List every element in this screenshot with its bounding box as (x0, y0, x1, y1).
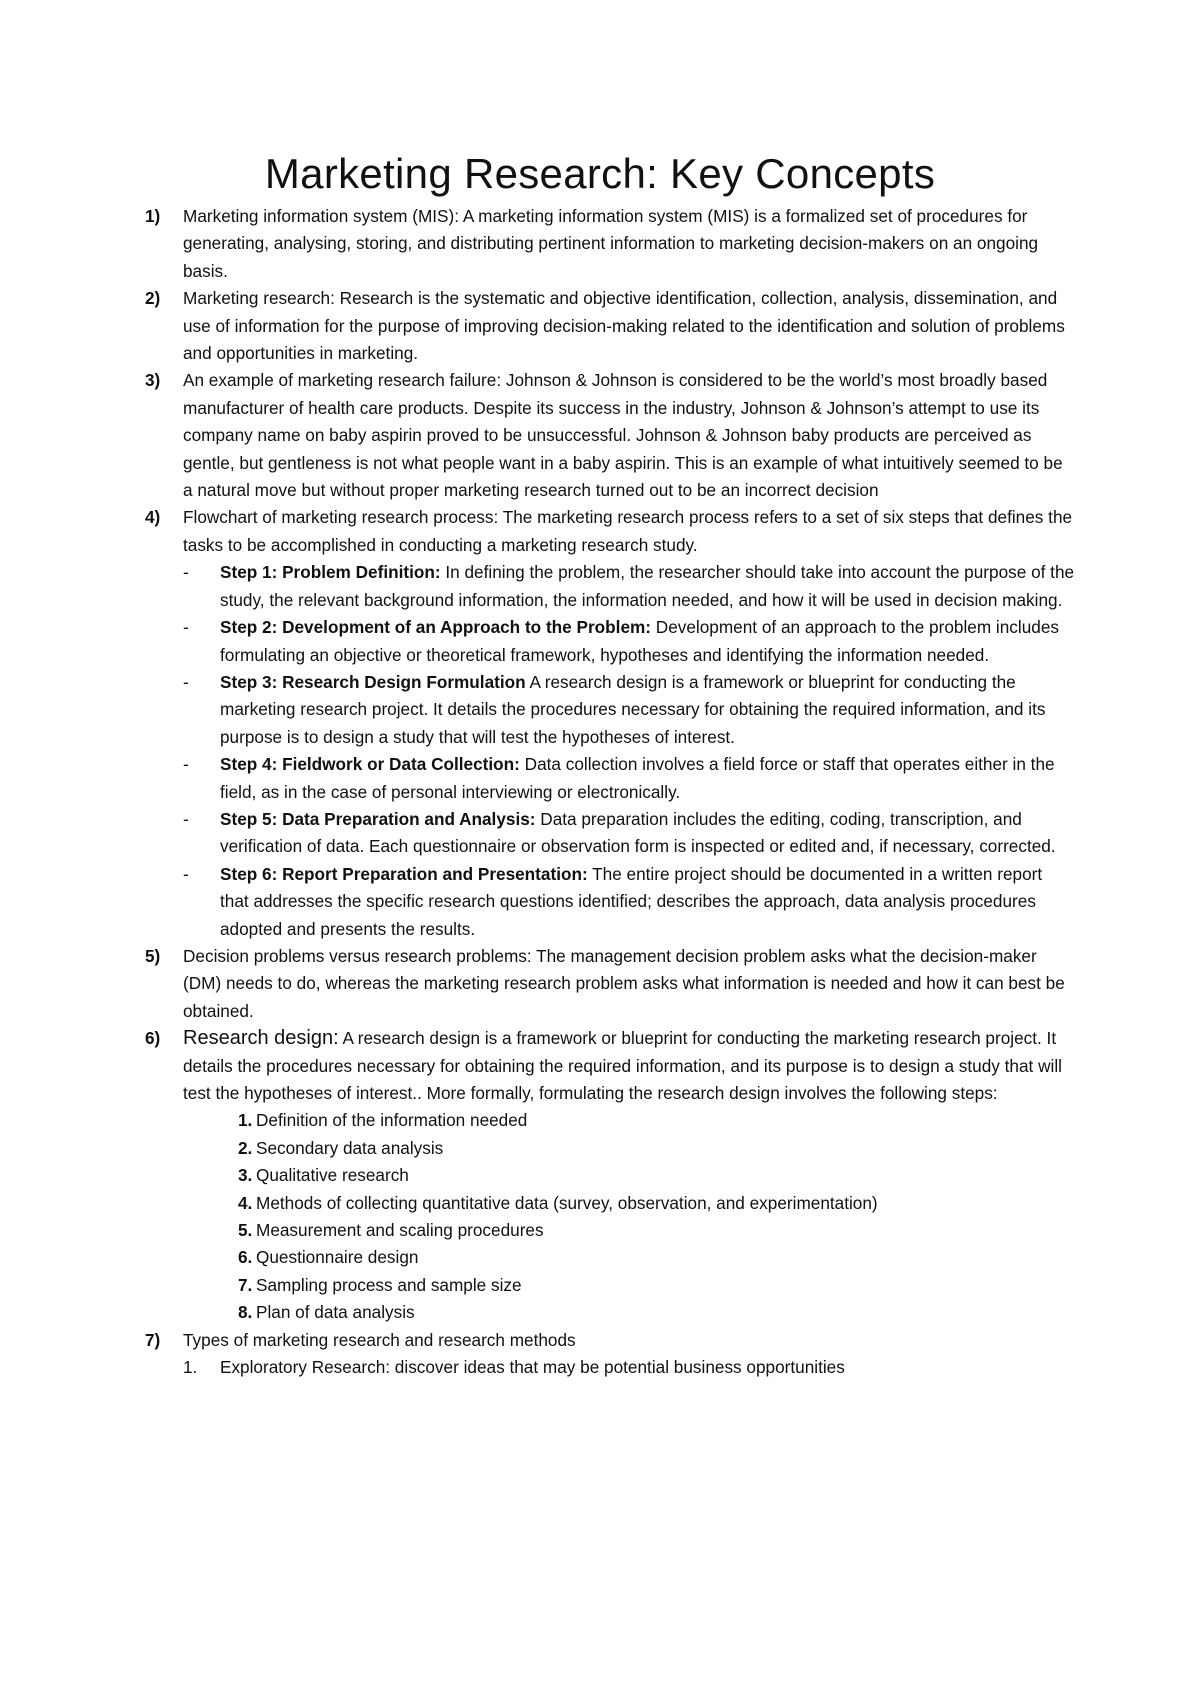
step-text: Development of an approach to the problem includes formulating an objective or theoretical framework, hypotheses and identifying the information needed. (220, 617, 1059, 665)
step-label: Step 5: Data Preparation and Analysis: (220, 808, 536, 829)
sub-item-number: 1. (238, 1110, 253, 1131)
step-item-3 (145, 669, 1075, 751)
step-text: Data collection involves a field force or staff that operates either in the field, as in the case of personal interviewing or electronically. (220, 754, 1055, 802)
sub-item-number: 7. (238, 1274, 253, 1295)
sub-item-text: Measurement and scaling procedures (256, 1220, 544, 1241)
step-item-2 (145, 614, 1075, 669)
list-item-2 (145, 285, 1075, 367)
sub-item-text: Methods of collecting quantitative data (survey, observation, and experimentation) (256, 1192, 878, 1213)
item-number: 3) (145, 370, 161, 391)
sub-item-number: 6. (238, 1247, 253, 1268)
item-number: 7) (145, 1329, 161, 1350)
step-text: Data preparation includes the editing, coding, transcription, and verification of data. Each questionnaire or observation form is inspected or edited and, if necessary, corrected. (220, 808, 1056, 857)
document-body (145, 203, 1075, 1381)
item-number: 1) (145, 206, 161, 226)
step-text: A research design is a framework or blueprint for conducting the marketing research project. It details the procedures necessary for obtaining the required information, and its purpose is to design a study that will test the hypotheses of interest. (220, 671, 1046, 747)
item-text: A research design is a framework or blueprint for conducting the marketing research project. It details the procedures necessary for obtaining the required information, and its purpose is to design a study that will test the hypotheses of interest.. More formally, formulating the research design involves the following steps: (183, 1028, 1062, 1103)
sub-item-text: Exploratory Research: discover ideas that may be potential business opportunities (220, 1357, 845, 1378)
item-text: An example of marketing research failure: Johnson & Johnson is considered to be the world’s most broadly based manufacturer of health care products. Despite its success in the industry, Johnson & Johnson’s attempt to use its company name on baby aspirin proved to be unsuccessful. Johnson & Johnson baby products are perceived as gentle, but gentleness is not what people want in a baby aspirin. This is an example of what intuitively seemed to be a natural move but without proper marketing research turned out to be an incorrect decision (183, 370, 1063, 501)
sub-item-number: 8. (238, 1302, 253, 1323)
bullet-dash: - (183, 617, 189, 638)
bullet-dash: - (183, 863, 189, 884)
sub-item-text: Qualitative research (256, 1165, 409, 1186)
list-item-4 (145, 504, 1075, 559)
step-item-4 (145, 751, 1075, 806)
item-text: Marketing research: Research is the systematic and objective identification, collection, analysis, dissemination, and use of information for the purpose of improving decision-making related to the identification and solution of problems and opportunities in marketing. (183, 288, 1065, 364)
sub-list-item (145, 1244, 1075, 1271)
sub-list-item (145, 1272, 1075, 1299)
sub-item-text: Definition of the information needed (256, 1110, 528, 1131)
sub-item-text: Sampling process and sample size (256, 1274, 522, 1295)
step-label: Step 3: Research Design Formulation (220, 671, 526, 692)
bullet-dash: - (183, 808, 189, 829)
list-item-3 (145, 367, 1075, 504)
sub-list-item (145, 1135, 1075, 1162)
sub-item-number: 3. (238, 1165, 253, 1186)
sub-list-item (145, 1299, 1075, 1326)
sub-item-number: 5. (238, 1220, 253, 1241)
step-item-5 (145, 806, 1075, 861)
item-number: 5) (145, 945, 161, 966)
step-item-6 (145, 861, 1075, 943)
bullet-dash: - (183, 671, 189, 692)
bullet-dash: - (183, 562, 189, 583)
step-label: Step 4: Fieldwork or Data Collection: (220, 754, 520, 775)
list-item-6 (145, 1025, 1075, 1107)
bullet-dash: - (183, 754, 189, 775)
item-number: 2) (145, 288, 161, 309)
sub-list-item (145, 1217, 1075, 1244)
page-title: Marketing Research: Key Concepts (264, 150, 936, 197)
step-label: Step 1: Problem Definition: (220, 562, 441, 583)
step-label: Step 2: Development of an Approach to the Problem: (220, 617, 652, 638)
item-text: Types of marketing research and research methods (183, 1329, 576, 1350)
sub-list-item (145, 1162, 1075, 1189)
item-text: Marketing information system (MIS): A marketing information system (MIS) is a formalized set of procedures for generating, analysing, storing, and distributing pertinent information to marketing decision-makers on an ongoing basis. (183, 206, 1039, 281)
item-text: Decision problems versus research problems: The management decision problem asks what the decision-maker (DM) needs to do, whereas the marketing research problem asks what information is needed and how it can best be obtained. (183, 945, 1065, 1021)
item-number: 6) (145, 1028, 161, 1049)
sub-item-number: 1. (183, 1357, 198, 1378)
sub-item-number: 4. (238, 1192, 253, 1213)
step-text: The entire project should be documented in a written report that addresses the specific research questions identified; describes the approach, data analysis procedures adopted and presents the results. (220, 863, 1043, 939)
sub-list-item (145, 1354, 1075, 1381)
sub-item-number: 2. (238, 1137, 253, 1158)
step-item-1 (145, 559, 1075, 614)
item-text: Flowchart of marketing research process: The marketing research process refers to a set of six steps that defines the tasks to be accomplished in conducting a marketing research study. (183, 507, 1073, 555)
list-item-5 (145, 943, 1075, 1025)
sub-item-text: Plan of data analysis (256, 1302, 415, 1323)
sub-list-item (145, 1107, 1075, 1134)
item-heading: Research design: (183, 1027, 339, 1050)
item-number: 4) (145, 507, 161, 528)
list-item-1 (145, 203, 1075, 285)
step-label: Step 6: Report Preparation and Presentation: (220, 863, 588, 884)
step-text: In defining the problem, the researcher should take into account the purpose of the study, the relevant background information, the information needed, and how it will be used in decision making. (220, 562, 1075, 610)
list-item-7 (145, 1327, 1075, 1354)
sub-item-text: Secondary data analysis (256, 1137, 444, 1158)
sub-list-item (145, 1190, 1075, 1217)
sub-item-text: Questionnaire design (256, 1247, 419, 1268)
